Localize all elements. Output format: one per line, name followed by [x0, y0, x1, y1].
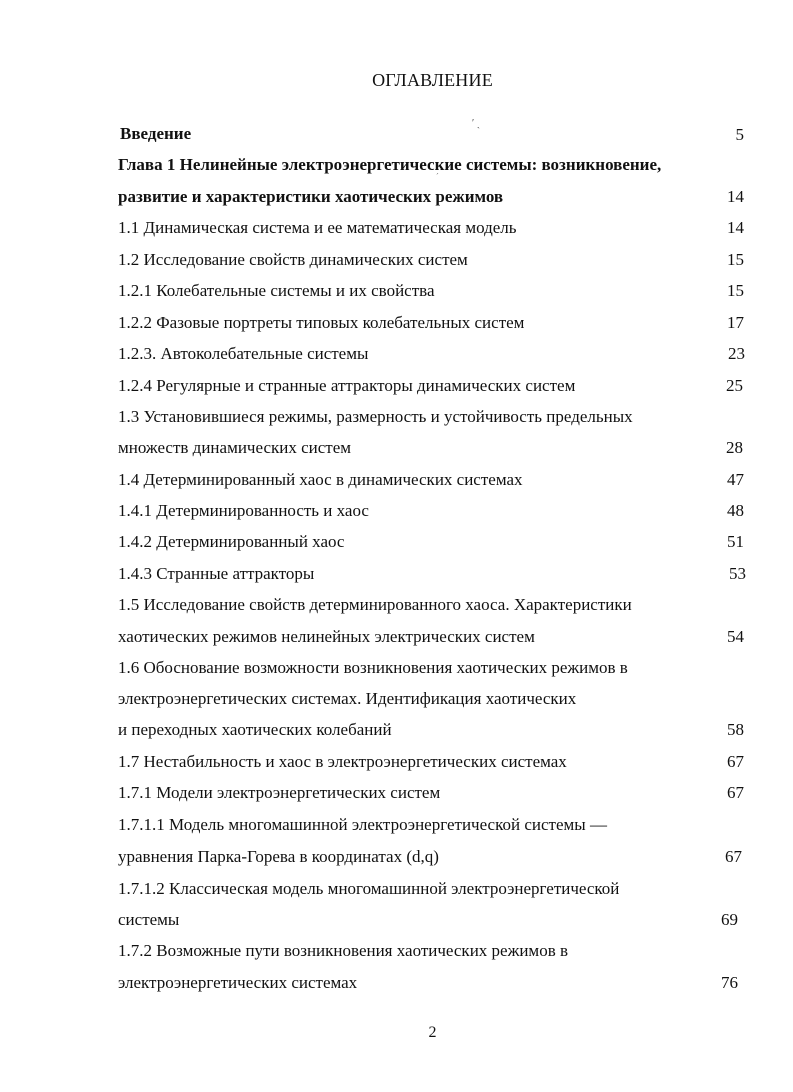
toc-page-number: 48	[727, 501, 744, 520]
toc-entry: хаотических режимов нелинейных электрических систем	[118, 627, 535, 646]
toc-page-number: 54	[727, 627, 744, 646]
toc-page-number: 14	[727, 218, 744, 237]
toc-page-number: 69	[721, 910, 738, 929]
toc-page-number: 23	[728, 344, 745, 363]
toc-entry: 1.7.1.1 Модель многомашинной электроэнергетической системы —	[118, 815, 607, 834]
toc-page-number: 67	[727, 783, 744, 802]
toc-entry: 1.1 Динамическая система и ее математическая модель	[118, 218, 517, 237]
toc-entry: 1.4 Детерминированный хаос в динамических системах	[118, 470, 523, 489]
toc-entry: 1.2.4 Регулярные и странные аттракторы динамических систем	[118, 376, 576, 395]
toc-page-number: 67	[725, 847, 742, 866]
toc-page-number: 14	[727, 187, 744, 206]
toc-entry: 1.2 Исследование свойств динамических систем	[118, 250, 468, 269]
toc-entry: 1.6 Обоснование возможности возникновения хаотических режимов в	[118, 658, 628, 677]
scan-mark: ˊ	[436, 172, 439, 181]
page-number: 2	[428, 1024, 437, 1041]
toc-title: ОГЛАВЛЕНИЕ	[372, 70, 493, 90]
toc-entry: системы	[118, 910, 180, 929]
toc-entry: 1.7.2 Возможные пути возникновения хаотических режимов в	[118, 941, 568, 960]
toc-page-number: 67	[727, 752, 744, 771]
toc-entry: 1.7 Нестабильность и хаос в электроэнергетических системах	[118, 752, 567, 771]
toc-entry: 1.2.2 Фазовые портреты типовых колебательных систем	[118, 313, 525, 332]
scan-mark: ʹ ˏ	[472, 118, 481, 129]
toc-entry-chapter1-line1: Глава 1 Нелинейные электроэнергетические системы: возникновение,	[118, 155, 662, 174]
toc-entry: множеств динамических систем	[118, 438, 352, 457]
toc-entry: и переходных хаотических колебаний	[118, 720, 392, 739]
toc-entry-intro: Введение	[120, 124, 192, 143]
toc-page-number: 51	[727, 532, 744, 551]
toc-page-number: 58	[727, 720, 744, 739]
toc-page-number: 17	[727, 313, 744, 332]
toc-page-number: 15	[727, 281, 744, 300]
toc-entry: 1.3 Установившиеся режимы, размерность и устойчивость предельных	[118, 407, 633, 426]
toc-page-number: 76	[721, 973, 738, 992]
toc-entry: электроэнергетических системах	[118, 973, 358, 992]
toc-page-number: 5	[735, 125, 744, 144]
toc-entry: 1.4.3 Странные аттракторы	[118, 564, 315, 583]
toc-page-number: 28	[726, 438, 743, 457]
toc-entry: 1.7.1 Модели электроэнергетических систем	[118, 783, 441, 802]
toc-entry: 1.7.1.2 Классическая модель многомашинной электроэнергетической	[118, 879, 620, 898]
toc-entry: электроэнергетических системах. Идентификация хаотических	[118, 689, 577, 708]
toc-entry: 1.2.1 Колебательные системы и их свойства	[118, 281, 435, 300]
toc-entry: 1.5 Исследование свойств детерминированного хаоса. Характеристики	[118, 595, 632, 614]
toc-entry: 1.4.1 Детерминированность и хаос	[118, 501, 369, 520]
toc-page-number: 53	[729, 564, 746, 583]
toc-entry: уравнения Парка-Горева в координатах (d,q)	[118, 847, 439, 866]
toc-entry: 1.2.3. Автоколебательные системы	[118, 344, 369, 363]
toc-page-number: 15	[727, 250, 744, 269]
toc-entry: 1.4.2 Детерминированный хаос	[118, 532, 345, 551]
toc-page-number: 25	[726, 376, 743, 395]
toc-entry-chapter1-line2: развитие и характеристики хаотических режимов	[118, 187, 504, 206]
toc-page-number: 47	[727, 470, 744, 489]
